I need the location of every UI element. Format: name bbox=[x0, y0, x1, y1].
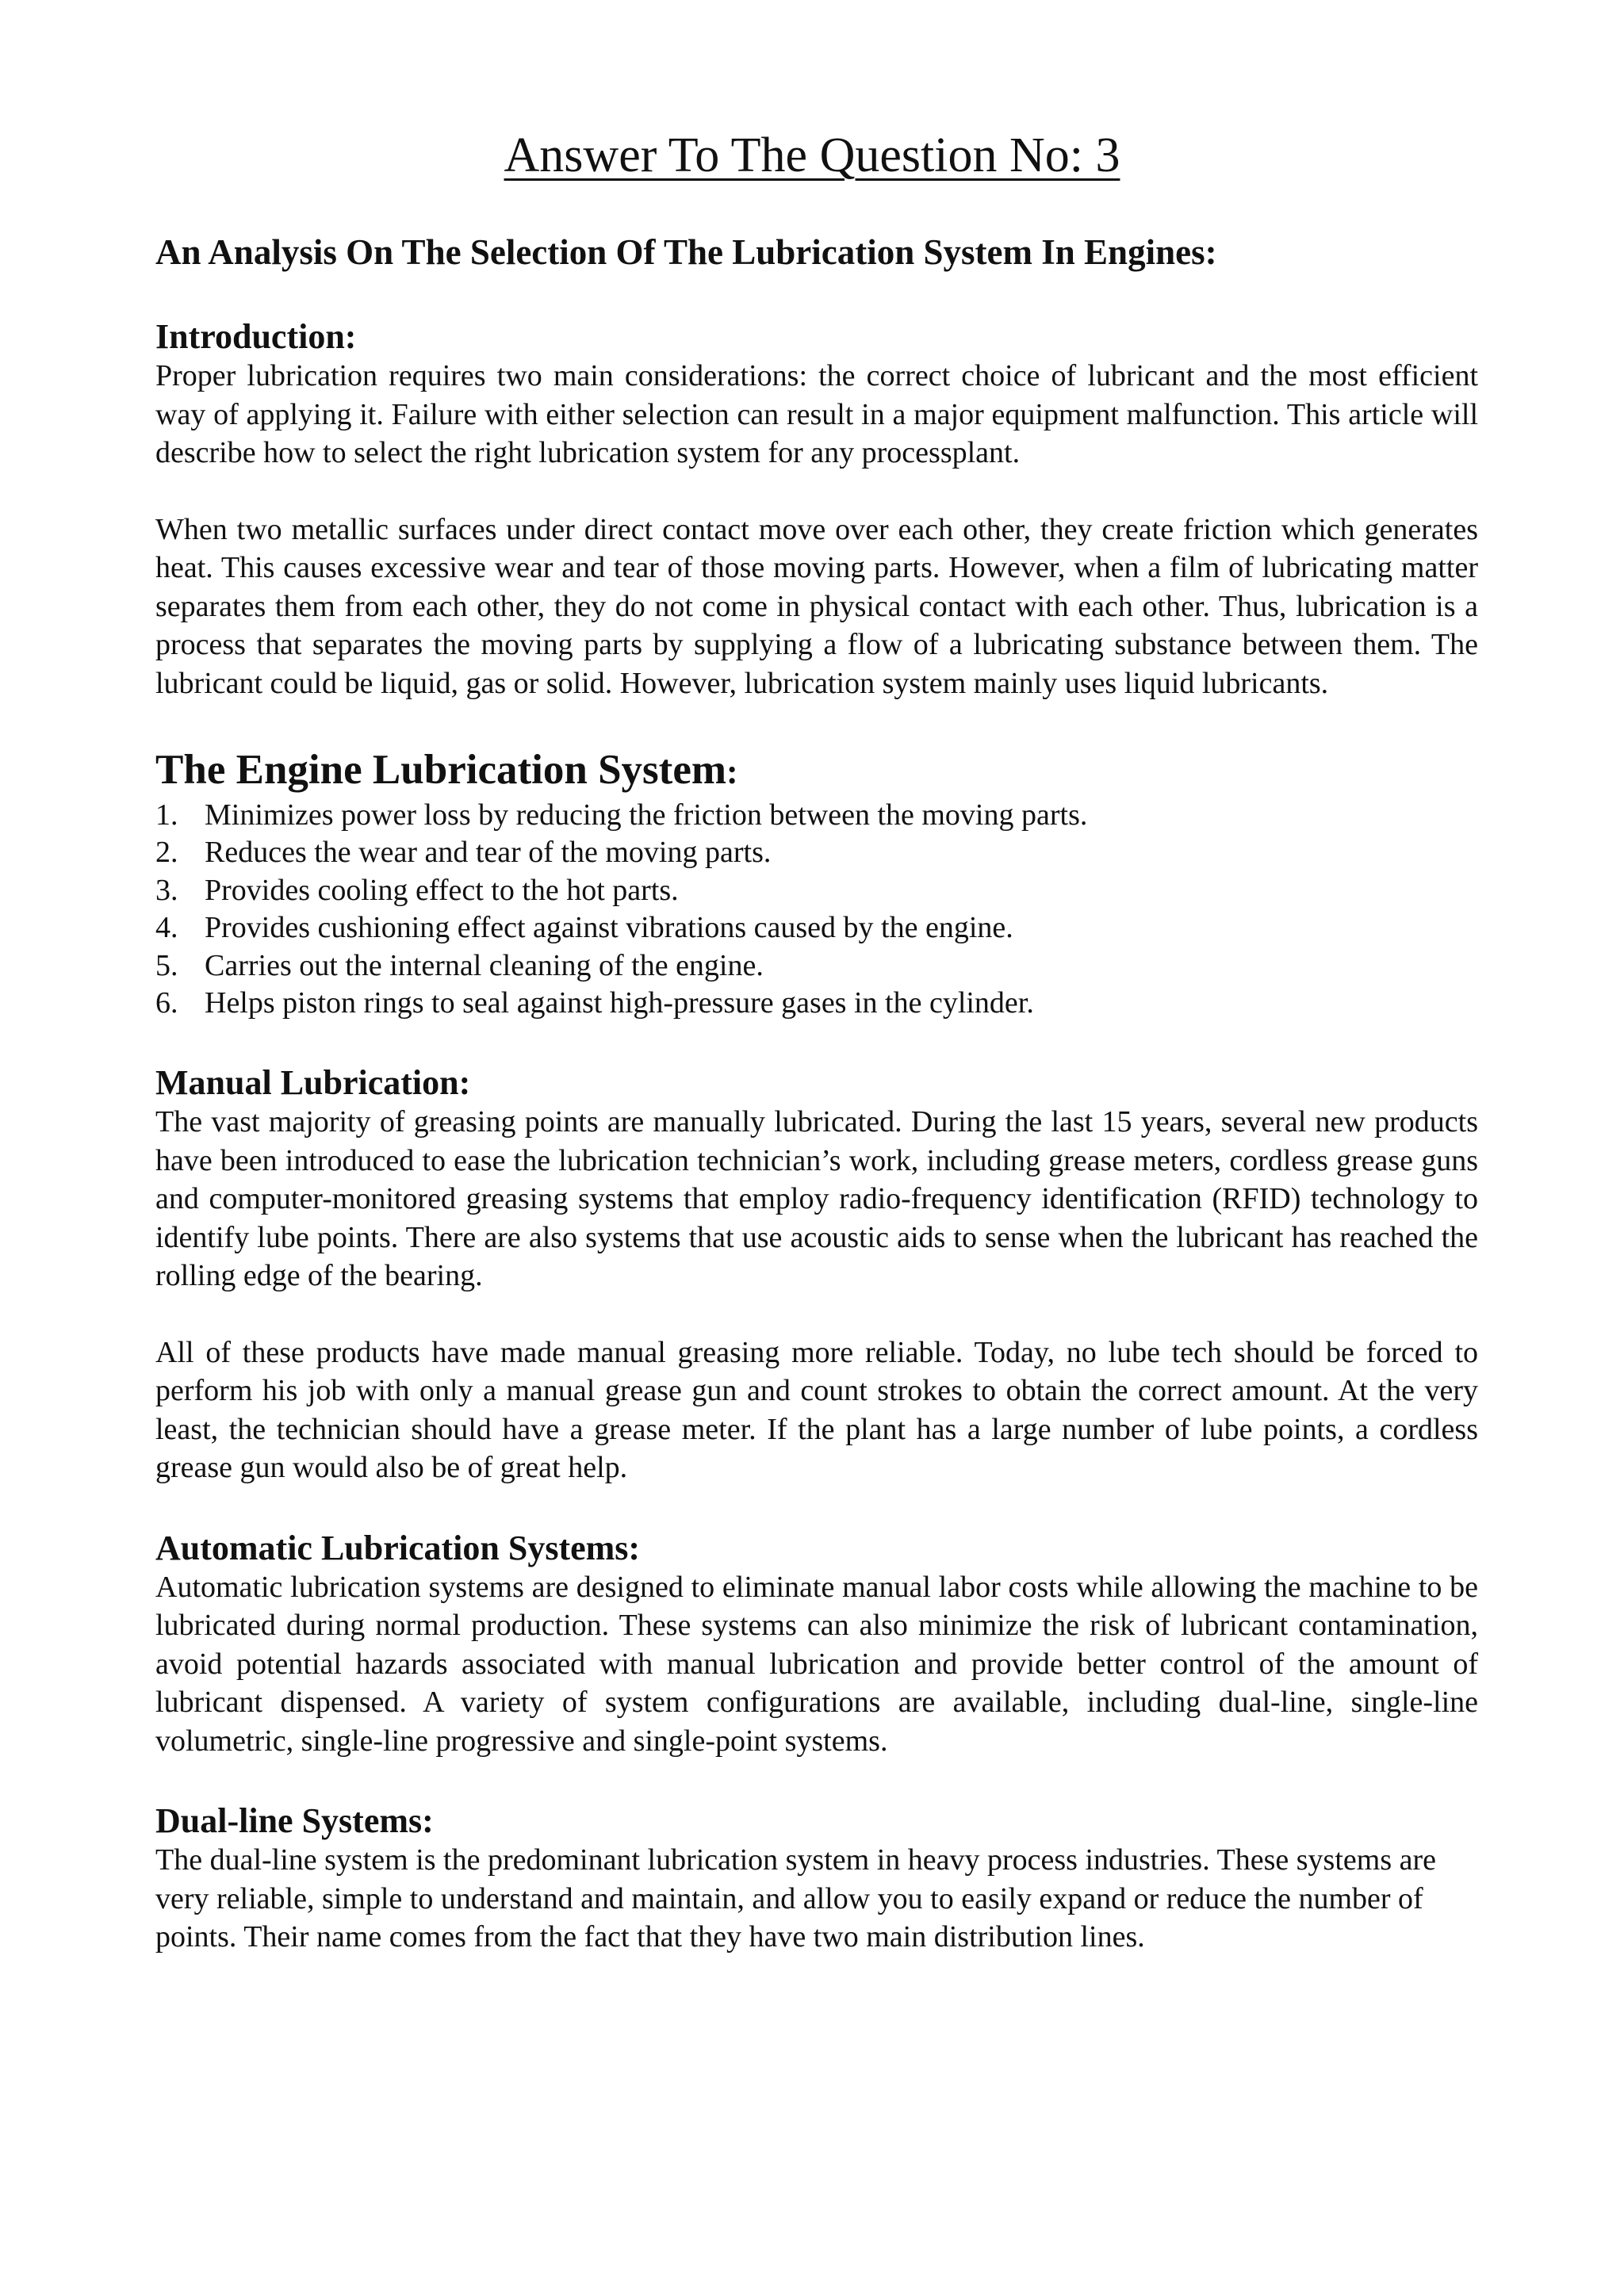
list-item-number: 3. bbox=[155, 873, 178, 907]
introduction-paragraph-1: Proper lubrication requires two main considerations: the correct choice of lubricant and the most efficient way of applying it. Failure with either selection can result in a major equipment malfunction. This article will describe how to select the right lubrication system for any processplant. bbox=[155, 359, 1478, 469]
list-item bbox=[155, 834, 1478, 871]
list-item bbox=[155, 872, 1478, 909]
automatic-paragraph: Automatic lubrication systems are designed to eliminate manual labor costs while allowing the machine to be lubricated during normal production. These systems can also minimize the risk of lubricant contamination, avoid potential hazards associated with manual lubrication and provide better control of the amount of lubricant dispensed. A variety of system configurations are available, including dual-line, single-line volumetric, single-line progressive and single-point systems. bbox=[155, 1570, 1478, 1758]
engine-system-heading-colon: : bbox=[726, 752, 738, 791]
list-item-number: 1. bbox=[155, 798, 178, 832]
introduction-paragraph-2: When two metallic surfaces under direct contact move over each other, they create friction which generates heat. This causes excessive wear and tear of those moving parts. However, when a film of lubricating matter separates them from each other, they do not come in physical contact with each other. Thus, lubrication is a process that separates the moving parts by supplying a flow of a lubricating substance between them. The lubricant could be liquid, gas or solid. However, lubrication system mainly uses liquid lubricants. bbox=[155, 512, 1478, 700]
section-dual-line bbox=[155, 1801, 1478, 1957]
section-introduction bbox=[155, 317, 1478, 702]
section-manual-lubrication bbox=[155, 1063, 1478, 1487]
engine-system-list bbox=[155, 797, 1478, 1022]
section-engine-lubrication bbox=[155, 747, 1478, 1022]
list-item-text: Helps piston rings to seal against high-pressure gases in the cylinder. bbox=[205, 986, 1034, 1020]
page-title bbox=[0, 125, 1624, 186]
list-item bbox=[155, 797, 1478, 834]
list-item-text: Carries out the internal cleaning of the engine. bbox=[205, 948, 764, 982]
list-item-number: 5. bbox=[155, 948, 178, 982]
list-item-number: 4. bbox=[155, 911, 178, 945]
list-item bbox=[155, 909, 1478, 947]
section-automatic-lubrication bbox=[155, 1529, 1478, 1761]
list-item-number: 6. bbox=[155, 986, 178, 1020]
list-item-number: 2. bbox=[155, 836, 178, 870]
document-body bbox=[155, 228, 1478, 1957]
list-item bbox=[155, 985, 1478, 1022]
list-item-text: Provides cushioning effect against vibrations caused by the engine. bbox=[205, 911, 1013, 945]
engine-system-heading-text: The Engine Lubrication System bbox=[155, 747, 727, 793]
manual-paragraph-1: The vast majority of greasing points are manually lubricated. During the last 15 years, several new products have been introduced to ease the lubrication technician’s work, including grease meters, cordless grease guns and computer-monitored greasing systems that employ radio-frequency identification (RFID) technology to identify lube points. There are also systems that use acoustic aids to sense when the lubricant has reached the rolling edge of the bearing. bbox=[155, 1105, 1478, 1293]
dual-line-paragraph: The dual-line system is the predominant lubrication system in heavy process industries. These systems are very reliable, simple to understand and maintain, and allow you to easily expand or reduce the number of points. Their name comes from the fact that they have two main distribution lines. bbox=[155, 1843, 1436, 1954]
document-subtitle: An Analysis On The Selection Of The Lubrication System In Engines: bbox=[155, 232, 1217, 272]
list-item bbox=[155, 947, 1478, 985]
list-item-text: Minimizes power loss by reducing the friction between the moving parts. bbox=[205, 798, 1088, 832]
page-title-text: Answer To The Question No: 3 bbox=[504, 128, 1120, 182]
manual-paragraph-2: All of these products have made manual greasing more reliable. Today, no lube tech should be forced to perform his job with only a manual grease gun and count strokes to obtain the correct amount. At the very least, the technician should have a grease meter. If the plant has a large number of lube points, a cordless grease gun would also be of great help. bbox=[155, 1335, 1478, 1485]
list-item-text: Reduces the wear and tear of the moving parts. bbox=[205, 836, 772, 870]
dual-line-heading: Dual-line Systems: bbox=[155, 1801, 434, 1841]
manual-heading: Manual Lubrication: bbox=[155, 1063, 471, 1103]
engine-system-heading bbox=[155, 747, 1478, 795]
introduction-heading: Introduction: bbox=[155, 317, 357, 356]
automatic-heading: Automatic Lubrication Systems: bbox=[155, 1528, 641, 1567]
list-item-text: Provides cooling effect to the hot parts. bbox=[205, 873, 679, 907]
